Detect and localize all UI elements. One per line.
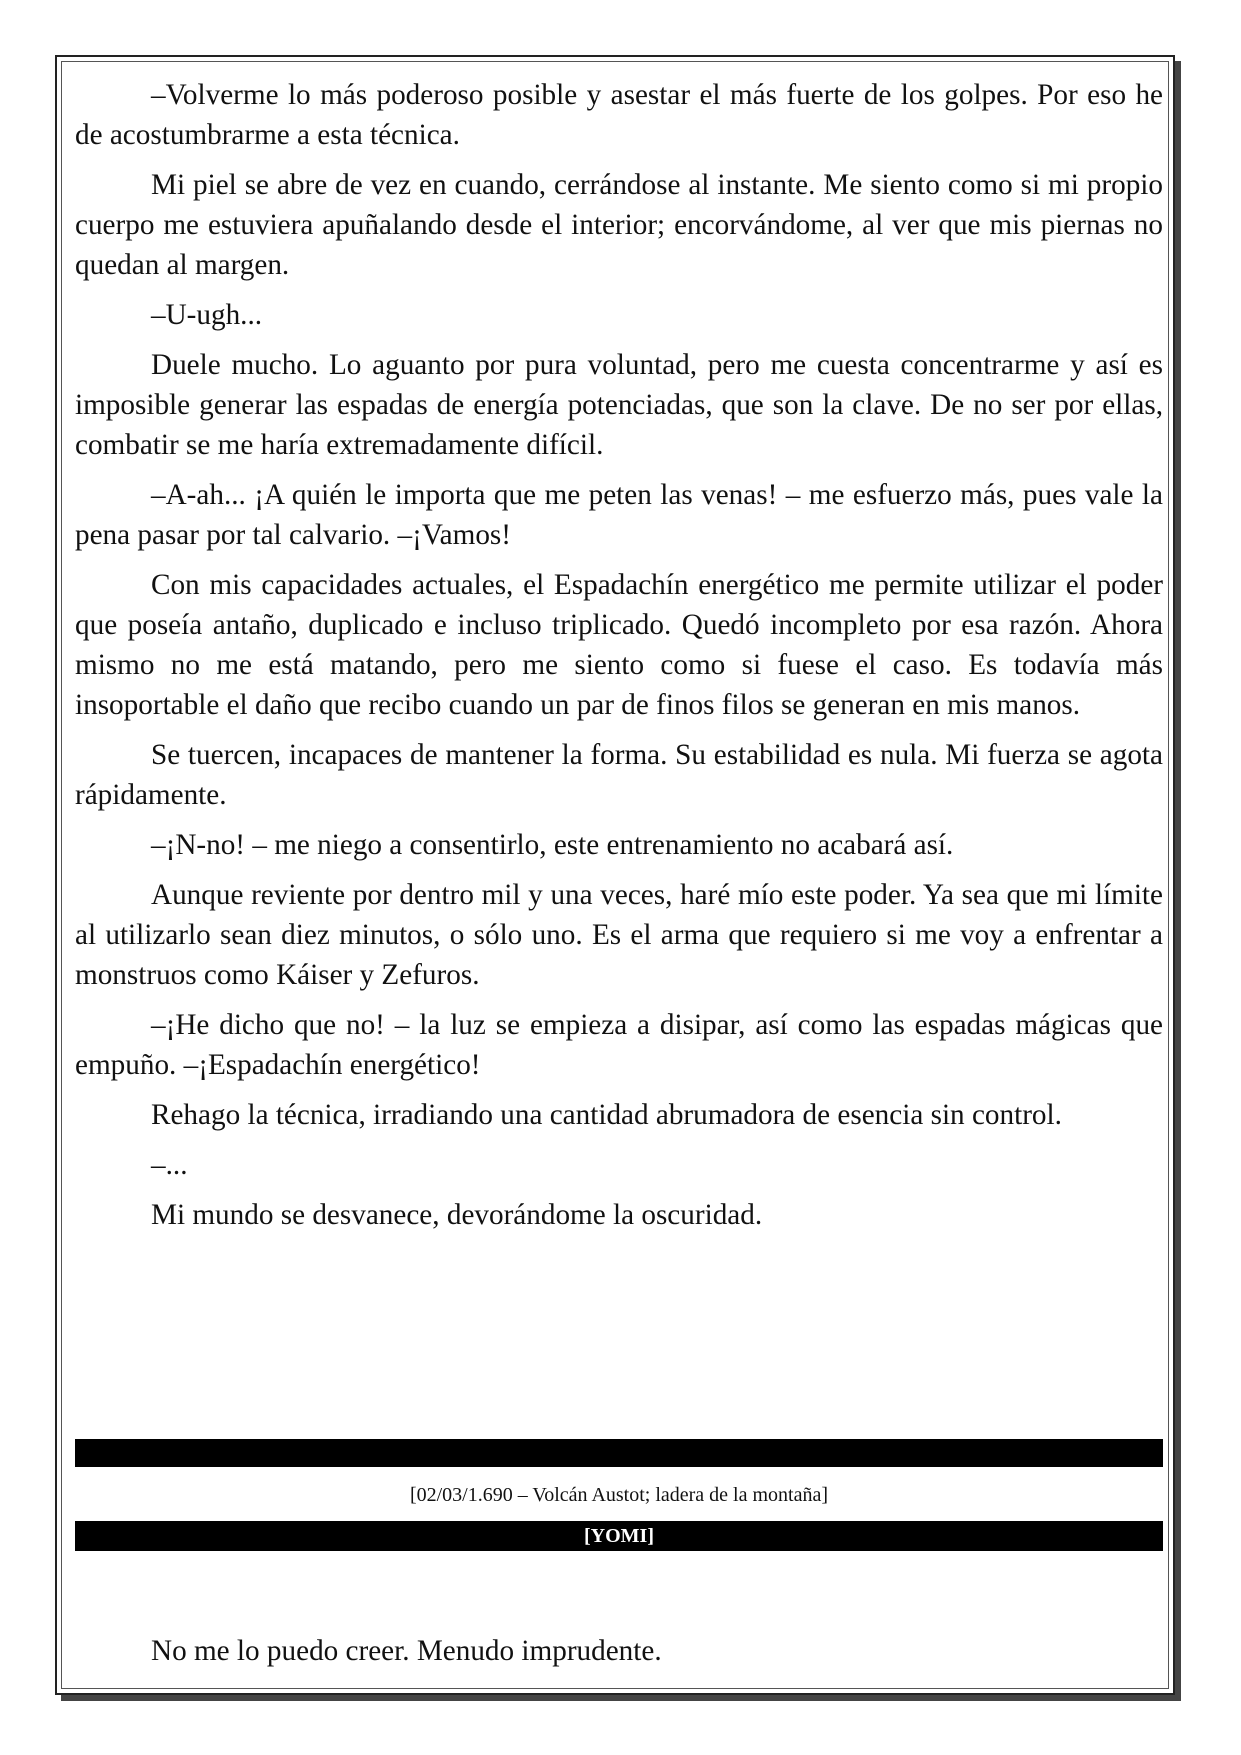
final-text [75,1631,1163,1681]
body-text [75,75,1163,1245]
paragraph: Duele mucho. Lo aguanto por pura voluntad, pero me cuesta concentrarme y así es imposible generar las espadas de energía potenciadas, que son la clave. De no ser por ellas, combatir se me haría extremadamente difícil. [75,349,1163,461]
paragraph: Aunque reviente por dentro mil y una veces, haré mío este poder. Ya sea que mi límite al utilizarlo sean diez minutos, o sólo uno. Es el arma que requiero si me voy a enfrentar a monstruos como Káiser y Zefuros. [75,879,1163,991]
paragraph: Rehago la técnica, irradiando una cantidad abrumadora de esencia sin control. [151,1099,1062,1131]
paragraph: –... [151,1149,188,1181]
paragraph: –¡He dicho que no! – la luz se empieza a disipar, así como las espadas mágicas que empuño. –¡Espadachín energético! [75,1009,1163,1081]
paragraph: Con mis capacidades actuales, el Espadachín energético me permite utilizar el poder que poseía antaño, duplicado e incluso triplicado. Quedó incompleto por esa razón. Ahora mismo no me está matando, pero me siento como si fuese el caso. Es todavía más insoportable el daño que recibo cuando un par de finos filos se generan en mis manos. [75,569,1163,721]
paragraph: –¡N-no! – me niego a consentirlo, este entrenamiento no acabará así. [151,829,954,861]
character-heading: [YOMI] [75,1521,1163,1551]
paragraph: –A-ah... ¡A quién le importa que me peten las venas! – me esfuerzo más, pues vale la pena pasar por tal calvario. –¡Vamos! [75,479,1163,551]
paragraph: Mi piel se abre de vez en cuando, cerrándose al instante. Me siento como si mi propio cuerpo me estuviera apuñalando desde el interior; encorvándome, al ver que mis piernas no quedan al margen. [75,169,1163,281]
paragraph: –Volverme lo más poderoso posible y asestar el más fuerte de los golpes. Por eso he de acostumbrarme a esta técnica. [75,79,1163,151]
scene-location-heading: [02/03/1.690 – Volcán Austot; ladera de la montaña] [409,1484,829,1506]
paragraph: –U-ugh... [151,299,263,331]
paragraph: Mi mundo se desvanece, devorándome la oscuridad. [151,1199,763,1231]
page-frame [55,55,1175,1695]
paragraph: No me lo puedo creer. Menudo imprudente. [151,1635,662,1667]
scene-break [75,1439,1163,1551]
paragraph: Se tuercen, incapaces de mantener la forma. Su estabilidad es nula. Mi fuerza se agota rápidamente. [75,739,1163,811]
scene-divider-bar [75,1439,1163,1467]
